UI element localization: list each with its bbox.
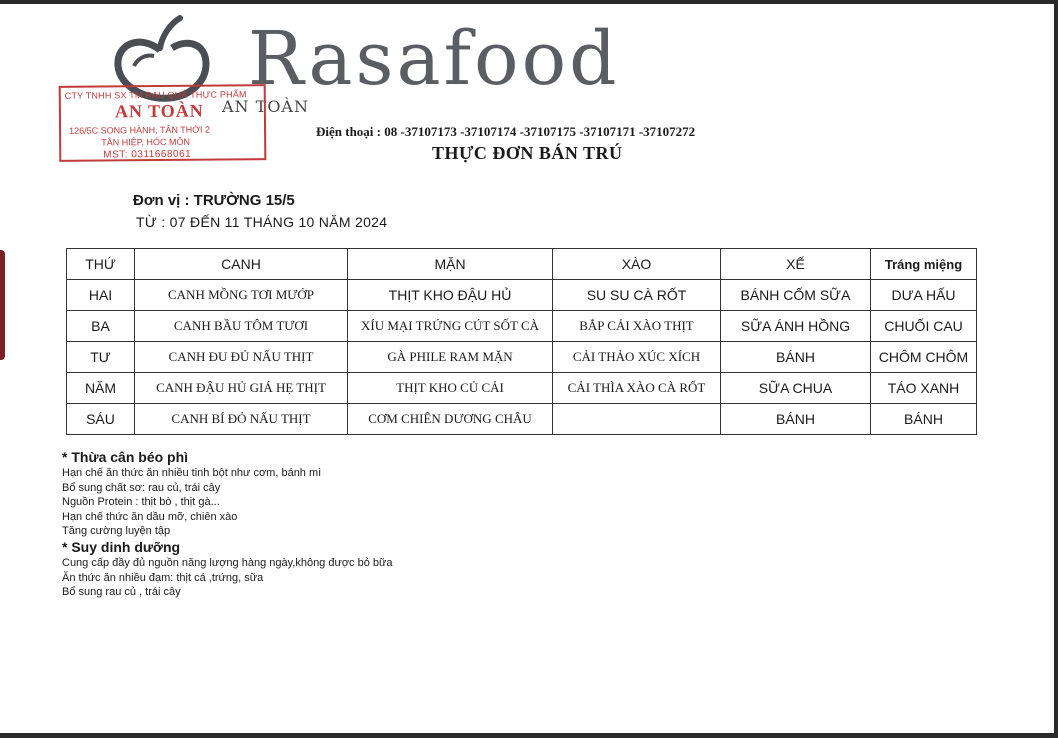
note-line: Cung cấp đầy đủ nguồn năng lượng hàng ngày,không được bỏ bữa: [62, 556, 393, 569]
header-canh: CANH: [135, 249, 348, 280]
table-row: [67, 404, 977, 435]
cell-day: SÁU: [67, 404, 135, 435]
page-title: THỰC ĐƠN BÁN TRÚ: [432, 143, 623, 163]
cell-xao: [553, 404, 721, 435]
table-row: [67, 342, 977, 373]
header-xe: XẾ: [721, 249, 871, 280]
stamp-address-1: 126/5C SONG HÀNH, TÂN THỚI 2: [69, 124, 211, 136]
company-stamp: [59, 84, 267, 162]
cell-day: BA: [67, 311, 135, 342]
stamp-tax-code: MST: 0311668061: [103, 148, 192, 161]
cell-day: HAI: [67, 280, 135, 311]
scan-border-top: [0, 0, 1058, 4]
phone-numbers: Điện thoại : 08 -37107173 -37107174 -37107175 -37107171 -37107272: [316, 124, 696, 139]
cell-man: GÀ PHILE RAM MẶN: [348, 342, 553, 373]
cell-dessert: DƯA HẤU: [871, 280, 977, 311]
unit-value: TRƯỜNG 15/5: [193, 192, 295, 209]
cell-xe: SỮA ÁNH HỒNG: [721, 311, 871, 342]
table-header-row: [67, 249, 977, 280]
header-man: MẶN: [348, 249, 553, 280]
unit-label: Đơn vị :: [133, 192, 190, 209]
scan-border-bottom: [0, 733, 1058, 738]
cell-canh: CANH ĐU ĐỦ NẤU THỊT: [135, 342, 348, 373]
brand-subtitle: AN TOÀN: [222, 97, 309, 116]
cell-xao: CẢI THÌA XÀO CÀ RỐT: [553, 373, 721, 404]
note-heading-overweight: * Thừa cân béo phì: [62, 449, 189, 465]
cell-dessert: CHUỐI CAU: [871, 311, 977, 342]
cell-day: NĂM: [67, 373, 135, 404]
cell-man: THỊT KHO ĐẬU HỦ: [348, 280, 553, 311]
note-heading-malnutrition: * Suy dinh dưỡng: [62, 538, 181, 555]
cell-xe: BÁNH CỐM SỮA: [721, 280, 871, 311]
cell-dessert: TÁO XANH: [871, 373, 977, 404]
menu-table: [66, 248, 977, 435]
cell-canh: CANH BẦU TÔM TƯƠI: [135, 311, 348, 342]
cell-xe: SỮA CHUA: [721, 373, 871, 404]
note-line: Hạn chế thức ăn dầu mỡ, chiên xào: [62, 510, 238, 523]
cell-day: TƯ: [67, 342, 135, 373]
note-line: Bổ sung chất sơ: rau củ, trái cây: [62, 481, 221, 494]
table-row: [67, 311, 977, 342]
stamp-address-2: TÂN HIỆP, HÓC MÔN: [101, 136, 191, 148]
note-line: Nguồn Protein : thịt bò , thịt gà...: [62, 496, 220, 509]
note-line: Hạn chế ăn thức ăn nhiều tinh bột như cơm, bánh mì: [62, 467, 322, 479]
cell-canh: CANH BÍ ĐỎ NẤU THỊT: [135, 404, 348, 435]
scan-border-right: [1054, 0, 1058, 738]
cell-xao: BẮP CẢI XÀO THỊT: [553, 311, 721, 342]
header-dessert: Tráng miệng: [871, 249, 977, 280]
brand-name: Rasafood: [248, 16, 620, 102]
cell-canh: CANH ĐẬU HỦ GIÁ HẸ THỊT: [135, 373, 348, 404]
cell-man: CƠM CHIÊN DƯƠNG CHÂU: [348, 404, 553, 435]
cell-man: THỊT KHO CỦ CẢI: [348, 373, 553, 404]
date-range: TỪ : 07 ĐẾN 11 THÁNG 10 NĂM 2024: [136, 214, 388, 230]
header-day: THỨ: [67, 249, 135, 280]
nutrition-notes: [62, 449, 393, 600]
cell-xe: BÁNH: [721, 404, 871, 435]
scan-edge-mark: [0, 250, 5, 360]
cell-xao: CẢI THẢO XÚC XÍCH: [553, 342, 721, 373]
cell-dessert: BÁNH: [871, 404, 977, 435]
unit-line: [133, 192, 295, 209]
note-line: Bổ sung rau củ , trái cây: [62, 586, 181, 599]
note-line: Ăn thức ăn nhiều đạm: thịt cá ,trứng, sữa: [62, 571, 264, 584]
header-xao: XÀO: [553, 249, 721, 280]
stamp-company-name: AN TOÀN: [114, 100, 204, 122]
cell-canh: CANH MỒNG TƠI MƯỚP: [135, 280, 348, 311]
cell-dessert: CHÔM CHÔM: [871, 342, 977, 373]
cell-man: XÍU MẠI TRỨNG CÚT SỐT CÀ: [348, 311, 553, 342]
stamp-company-line: CTY TNHH SX TM RAU QUẢ THỰC PHẨM: [64, 89, 247, 101]
cell-xe: BÁNH: [721, 342, 871, 373]
cell-xao: SU SU CÀ RỐT: [553, 280, 721, 311]
table-row: [67, 280, 977, 311]
note-line: Tăng cường luyện tập: [62, 525, 171, 538]
table-row: [67, 373, 977, 404]
